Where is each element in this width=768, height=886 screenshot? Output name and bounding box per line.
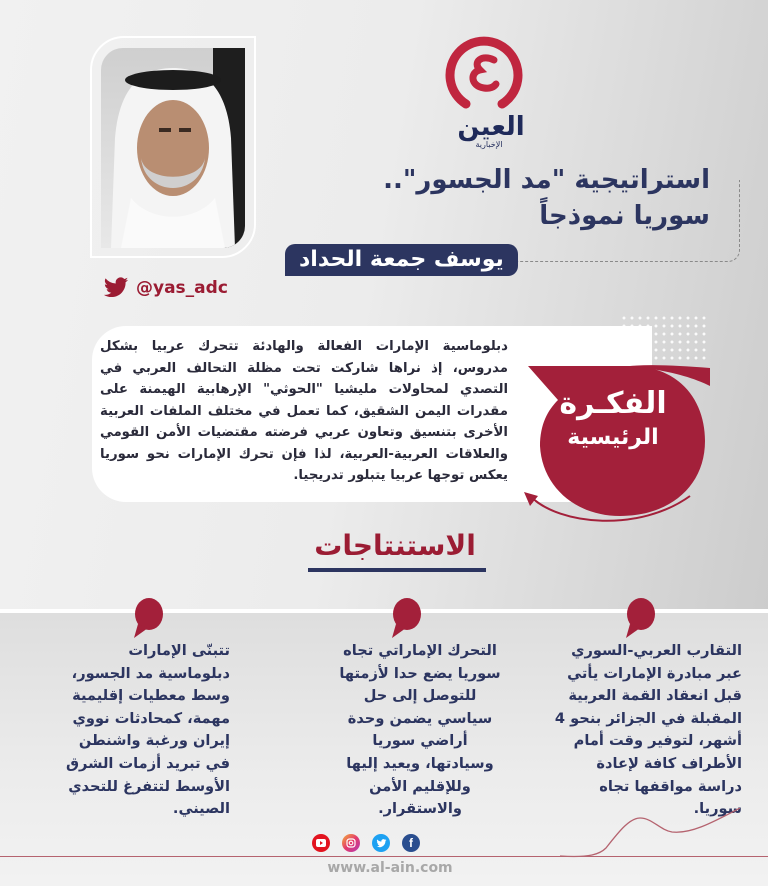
conclusion-3-line: إيران ورغبة واشنطن	[78, 732, 230, 750]
conclusion-2-line: سوريا يضع حدا لأزمتها	[339, 664, 501, 682]
article-title	[330, 162, 710, 234]
conclusion-1-line: عبر مبادرة الإمارات يأتي	[567, 664, 742, 682]
conclusion-2-line: سياسي يضمن وحدة	[347, 709, 493, 727]
instagram-icon[interactable]	[342, 834, 360, 852]
title-line-1: استراتيجية "مد الجسور"..	[383, 165, 710, 195]
conclusion-2-line: وسيادتها، ويعيد إليها	[346, 754, 494, 772]
author-photo	[101, 48, 245, 248]
conclusion-2-line: أراضي سوريا	[372, 732, 468, 750]
main-idea-label	[538, 385, 688, 453]
conclusion-2-line: والاستقرار.	[378, 800, 462, 818]
speech-bubble-icon	[130, 598, 164, 638]
author-name-badge: يوسف جمعة الحداد	[285, 244, 518, 276]
twitter-bird-icon	[102, 277, 130, 299]
decorative-wave	[560, 808, 740, 868]
conclusions-heading: الاستنتاجات	[314, 529, 476, 562]
conclusion-1-line: قبل انعقاد القمة العربية	[568, 687, 742, 705]
conclusion-1-line: سوريا.	[693, 800, 742, 818]
youtube-icon[interactable]	[312, 834, 330, 852]
logo-subtitle: الإخبارية	[475, 140, 503, 149]
conclusion-item-3	[66, 640, 230, 821]
conclusion-3-line: دبلوماسية مد الجسور،	[71, 664, 230, 682]
main-idea-label-line1: الفكـرة	[559, 386, 667, 421]
conclusion-2-line: للتوصل إلى حل	[363, 687, 477, 705]
speech-bubble-icon	[388, 598, 422, 638]
conclusion-2-line: وللإقليم الأمن	[369, 777, 471, 795]
conclusion-3-line: الأوسط لتتفرغ للتحدي	[68, 777, 230, 795]
conclusion-2-line: التحرك الإماراتي تجاه	[343, 642, 497, 659]
conclusion-3-line: الصيني.	[172, 800, 230, 818]
conclusion-3-line: تتبنّى الإمارات	[128, 642, 230, 659]
conclusion-1-line: التقارب العربي-السوري	[571, 642, 742, 659]
conclusion-3-line: وسط معطيات إقليمية	[72, 687, 230, 705]
conclusion-item-1	[555, 640, 742, 821]
facebook-icon[interactable]: f	[402, 834, 420, 852]
conclusion-1-line: أشهر، لتوفير وقت أمام	[573, 732, 742, 750]
conclusion-1-line: المقبلة في الجزائر بنحو 4	[554, 709, 742, 727]
logo-ain-icon	[444, 34, 524, 114]
twitter-handle-text: @yas_adc	[136, 278, 228, 298]
main-idea-label-line2: الرئيسية	[567, 425, 659, 450]
conclusion-item-2	[318, 640, 522, 821]
twitter-icon[interactable]	[372, 834, 390, 852]
main-idea-text: دبلوماسية الإمارات الفعالة والهادئة تتحرك عربيا بشكل مدروس، إذ نراها شاركت تحت مظلة التحالف العربي في التصدي لمحاولات مليشيا "الحوثي" الإرهابية الهيمنة على مقدرات اليمن الشقيق، كما تعمل في مختلف الملفات العربية الأخرى بتنسيق وتعاون عربي فرضته مقتضيات الأمن القومي والعلاقات العربية-العربية، لذا فإن تحرك الإمارات نحو سوريا يعكس توجها عربيا يتبلور تدريجيا.	[100, 339, 508, 483]
website-url-link[interactable]: www.al-ain.com	[327, 860, 453, 876]
conclusion-1-line: دراسة مواقفها تجاه	[599, 777, 742, 795]
conclusion-3-line: مهمة، كمحادثات نووي	[72, 709, 230, 727]
footer-divider	[0, 856, 768, 857]
conclusions-underline	[308, 568, 486, 572]
person-photo-icon	[101, 48, 245, 248]
conclusion-1-line: الأطراف كافة لإعادة	[596, 754, 742, 772]
title-line-2: سوريا نموذجاً	[539, 201, 710, 231]
speech-bubble-icon	[622, 598, 656, 638]
conclusion-3-line: في تبريد أزمات الشرق	[65, 754, 230, 772]
al-ain-logo	[436, 34, 536, 154]
logo-wordmark: العين	[457, 112, 525, 142]
twitter-handle-link[interactable]	[102, 275, 228, 301]
